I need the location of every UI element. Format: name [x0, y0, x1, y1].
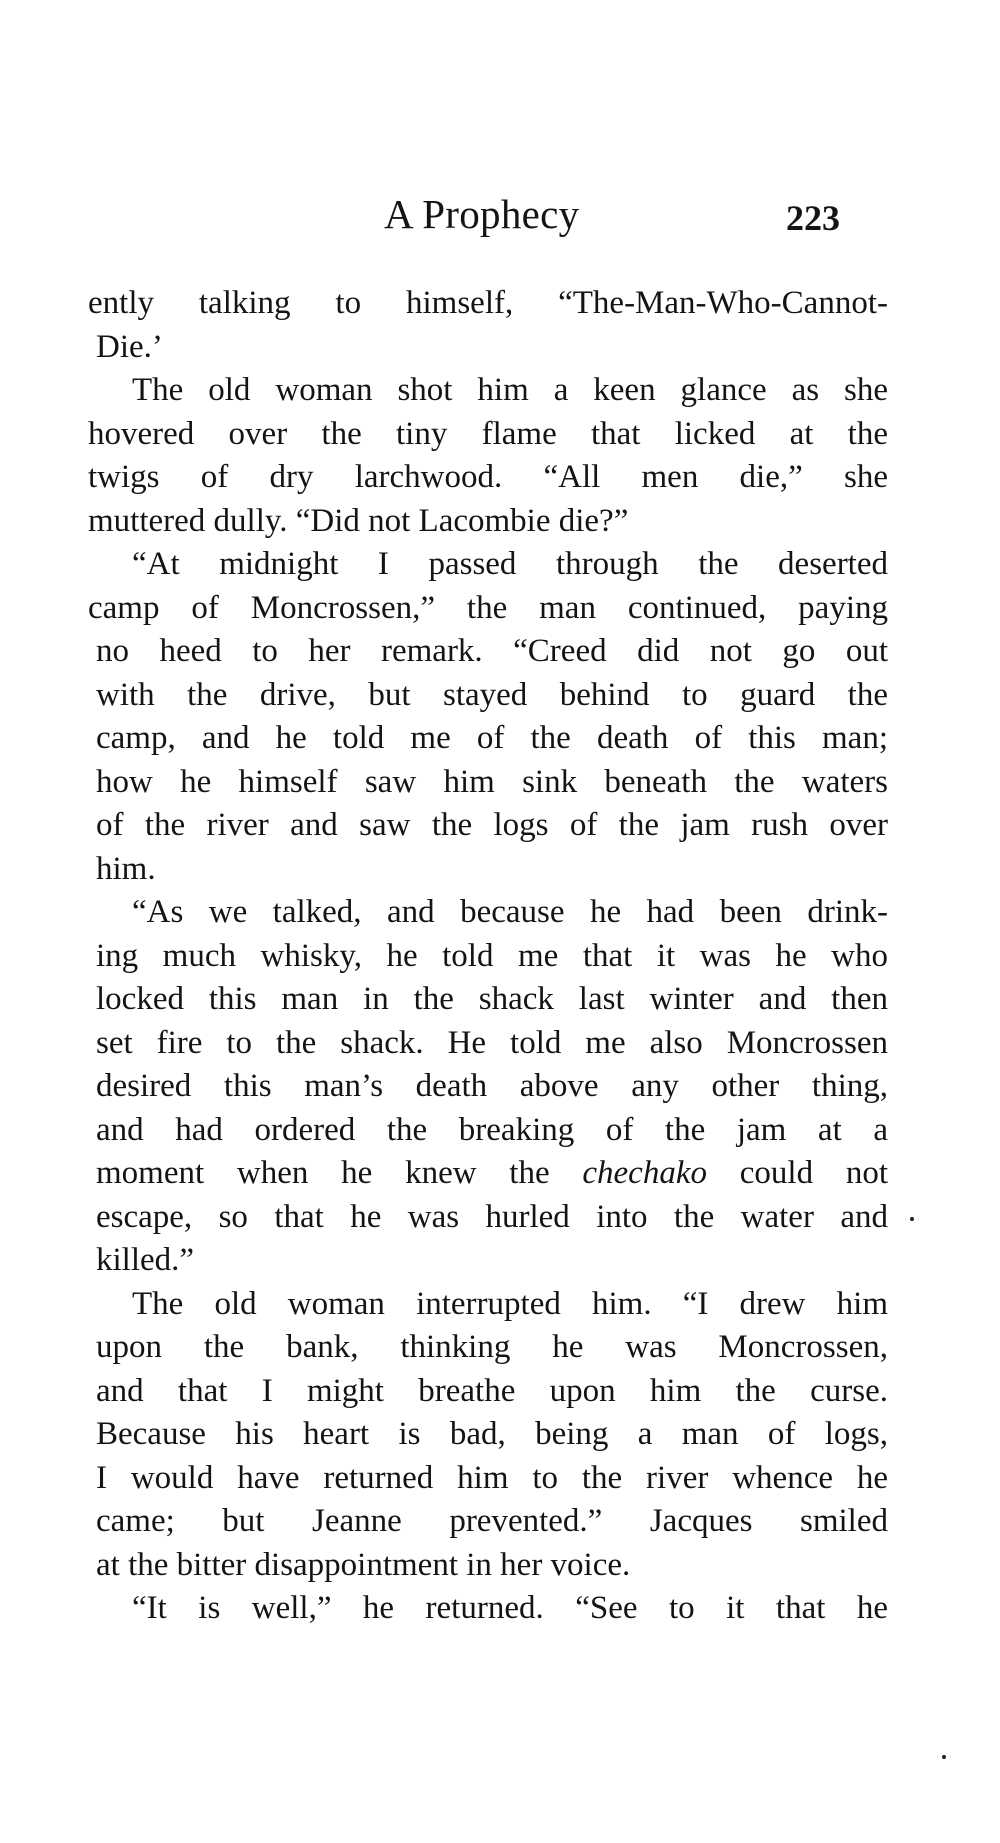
text-line: escape, so that he was hurled into the water and — [96, 1198, 888, 1235]
text-line: and had ordered the breaking of the jam at a — [96, 1111, 888, 1148]
text-line: came; but Jeanne prevented.” Jacques smiled — [96, 1503, 888, 1539]
text-line: at the bitter disappointment in her voice. — [96, 1546, 631, 1583]
text-line: twigs of dry larchwood. “All men die,” she — [88, 459, 888, 495]
text-line: set fire to the shack. He told me also Moncrossen — [96, 1024, 888, 1061]
text-line: The old woman shot him a keen glance as she — [132, 372, 888, 408]
text-line-segment: could not — [706, 1155, 888, 1191]
text-line: “It is well,” he returned. “See to it that he — [132, 1590, 888, 1626]
print-speck — [910, 1217, 914, 1221]
print-speck — [942, 1755, 946, 1759]
text-line: I would have returned him to the river whence he — [96, 1459, 888, 1496]
text-line: desired this man’s death above any other thing, — [96, 1068, 888, 1104]
text-line: killed.” — [96, 1242, 195, 1278]
running-header — [0, 188, 1000, 248]
text-line: ing much whisky, he told me that it was he who — [96, 937, 888, 974]
text-line: no heed to her remark. “Creed did not go out — [96, 633, 888, 669]
text-line: and that I might breathe upon him the curse. — [96, 1372, 888, 1409]
running-title: A Prophecy — [384, 191, 580, 237]
text-line: with the drive, but stayed behind to guard the — [96, 676, 888, 713]
text-line: “At midnight I passed through the deserted — [132, 546, 888, 582]
text-line: of the river and saw the logs of the jam rush over — [96, 807, 888, 843]
text-line: camp, and he told me of the death of this man; — [96, 720, 888, 756]
text-line: ently talking to himself, “The-Man-Who-Cannot- — [88, 285, 888, 321]
text-line: locked this man in the shack last winter and then — [96, 981, 888, 1017]
page-number: 223 — [786, 198, 840, 238]
text-line — [96, 1152, 888, 1196]
text-line: camp of Moncrossen,” the man continued, paying — [88, 589, 888, 626]
body-text — [88, 282, 888, 1631]
text-line: him. — [96, 850, 156, 887]
text-line: how he himself saw him sink beneath the waters — [96, 763, 888, 800]
text-line: muttered dully. “Did not Lacombie die?” — [88, 502, 629, 539]
italic-word: chechako — [582, 1155, 707, 1191]
text-line: Die.’ — [96, 328, 163, 365]
text-line: upon the bank, thinking he was Moncrossen, — [96, 1329, 888, 1365]
text-line: hovered over the tiny flame that licked at the — [88, 415, 888, 452]
text-line: Because his heart is bad, being a man of logs, — [96, 1416, 888, 1452]
text-line: The old woman interrupted him. “I drew him — [132, 1285, 888, 1322]
text-line-segment: moment when he knew the — [96, 1155, 583, 1191]
text-line: “As we talked, and because he had been drink- — [132, 894, 888, 930]
